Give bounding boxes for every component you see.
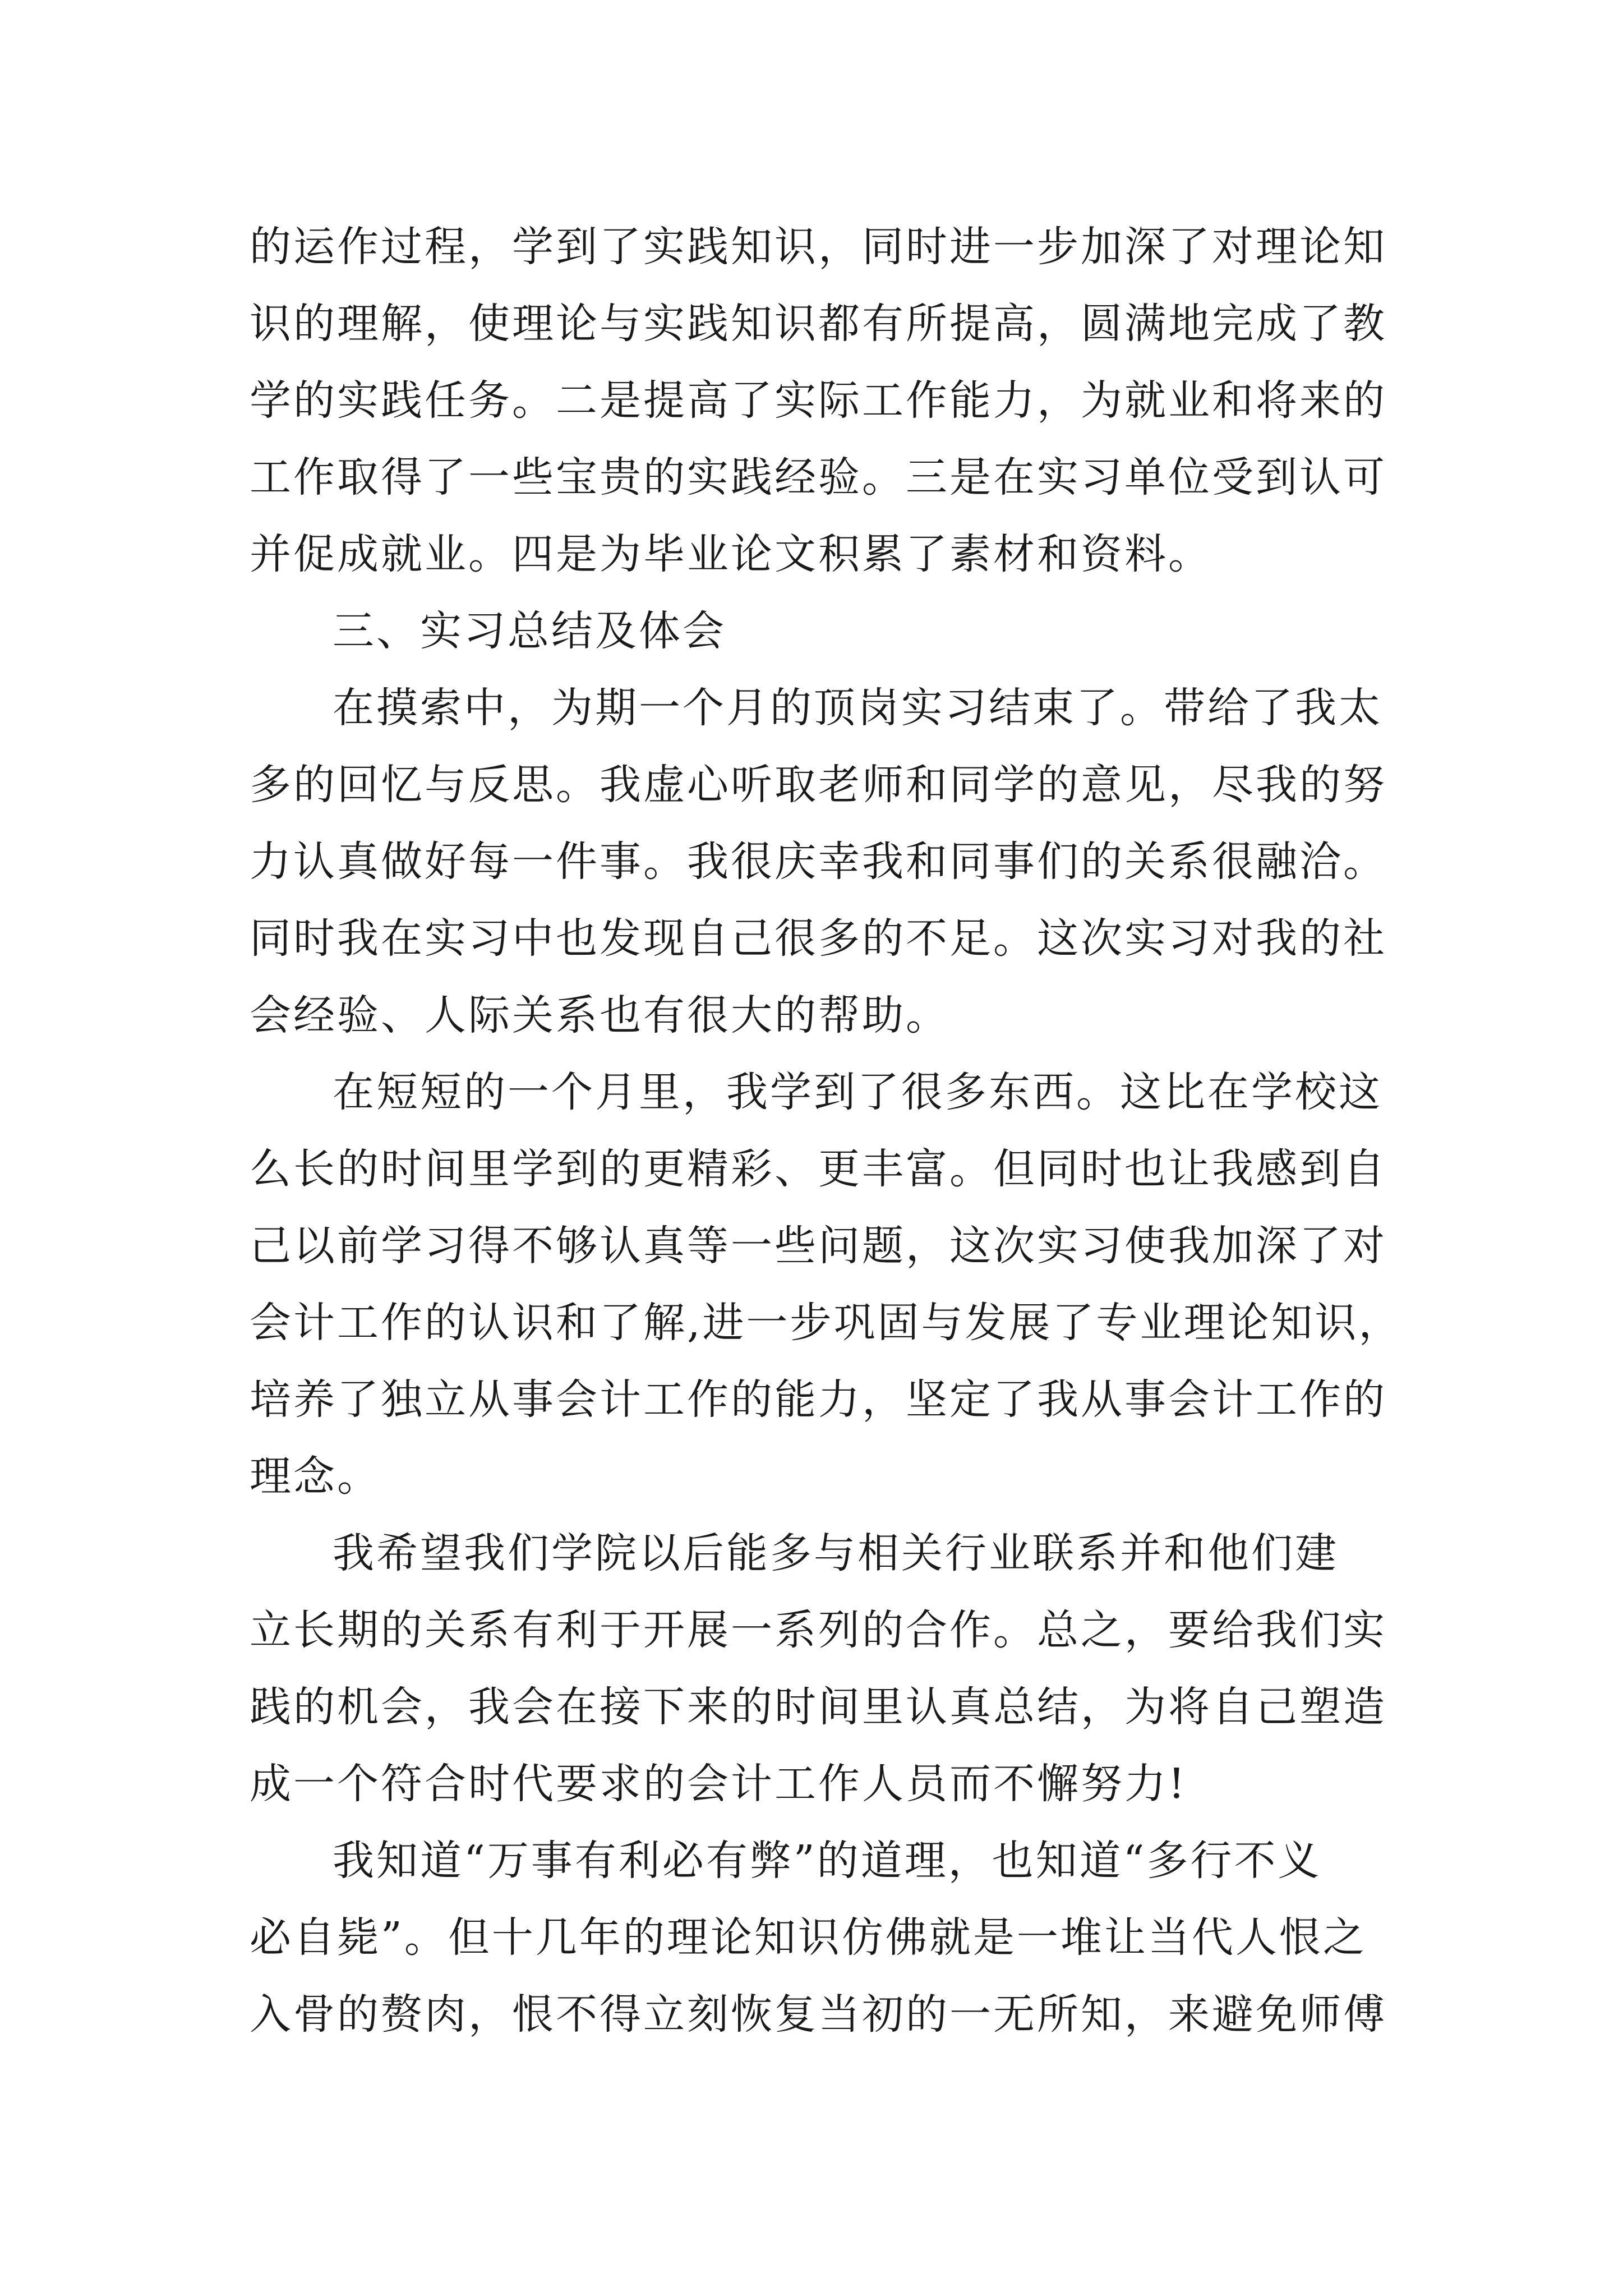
text-line: 我知道“万事有利必有弊”的道理，也知道“多行不义 — [333, 1837, 1322, 1885]
text-line: 识的理解，使理论与实践知识都有所提高，圆满地完成了教 — [250, 300, 1387, 348]
document-body — [250, 209, 1403, 2053]
text-line: 并促成就业。四是为毕业论文积累了素材和资料。 — [250, 530, 1212, 578]
text-line: 会经验、人际关系也有很大的帮助。 — [250, 991, 949, 1039]
paragraph — [250, 1054, 1403, 1515]
text-line: 学的实践任务。二是提高了实际工作能力，为就业和将来的 — [250, 376, 1387, 425]
text-line: 在摸索中，为期一个月的顶岗实习结束了。带给了我太 — [333, 684, 1382, 732]
text-line: 立长期的关系有利于开展一系列的合作。总之，要给我们实 — [250, 1606, 1387, 1654]
text-line: 在短短的一个月里，我学到了很多东西。这比在学校这 — [333, 1068, 1382, 1116]
text-line: 么长的时间里学到的更精彩、更丰富。但同时也让我感到自 — [250, 1145, 1387, 1193]
text-line: 力认真做好每一件事。我很庆幸我和同事们的关系很融洽。 — [250, 838, 1387, 886]
paragraph — [250, 209, 1394, 593]
text-line: 工作取得了一些宝贵的实践经验。三是在实习单位受到认可 — [250, 453, 1387, 501]
text-line: 必自毙”。但十几年的理论知识仿佛就是一堆让当代人恨之 — [250, 1913, 1367, 1962]
paragraph — [250, 1823, 1394, 2053]
text-line: 的运作过程，学到了实践知识，同时进一步加深了对理论知 — [250, 223, 1387, 271]
text-line: 理念。 — [250, 1452, 381, 1501]
paragraph — [250, 1515, 1394, 1823]
text-line: 成一个符合时代要求的会计工作人员而不懈努力! — [250, 1760, 1187, 1808]
text-line: 同时我在实习中也发现自己很多的不足。这次实习对我的社 — [250, 914, 1387, 963]
text-line: 培养了独立从事会计工作的能力，坚定了我从事会计工作的 — [250, 1375, 1387, 1424]
text-line: 会计工作的认识和了解,进一步巩固与发展了专业理论知识， — [250, 1299, 1403, 1347]
text-line: 践的机会，我会在接下来的时间里认真总结，为将自己塑造 — [250, 1683, 1387, 1731]
paragraph — [250, 670, 1394, 1054]
text-line: 入骨的赘肉，恨不得立刻恢复当初的一无所知，来避免师傅 — [250, 1990, 1387, 2039]
section-heading-text: 三、实习总结及体会 — [333, 607, 726, 655]
text-line: 多的回忆与反思。我虚心听取老师和同学的意见，尽我的努 — [250, 761, 1387, 809]
text-line: 己以前学习得不够认真等一些问题，这次实习使我加深了对 — [250, 1222, 1387, 1270]
section-heading — [250, 593, 1394, 670]
text-line: 我希望我们学院以后能多与相关行业联系并和他们建 — [333, 1529, 1339, 1577]
